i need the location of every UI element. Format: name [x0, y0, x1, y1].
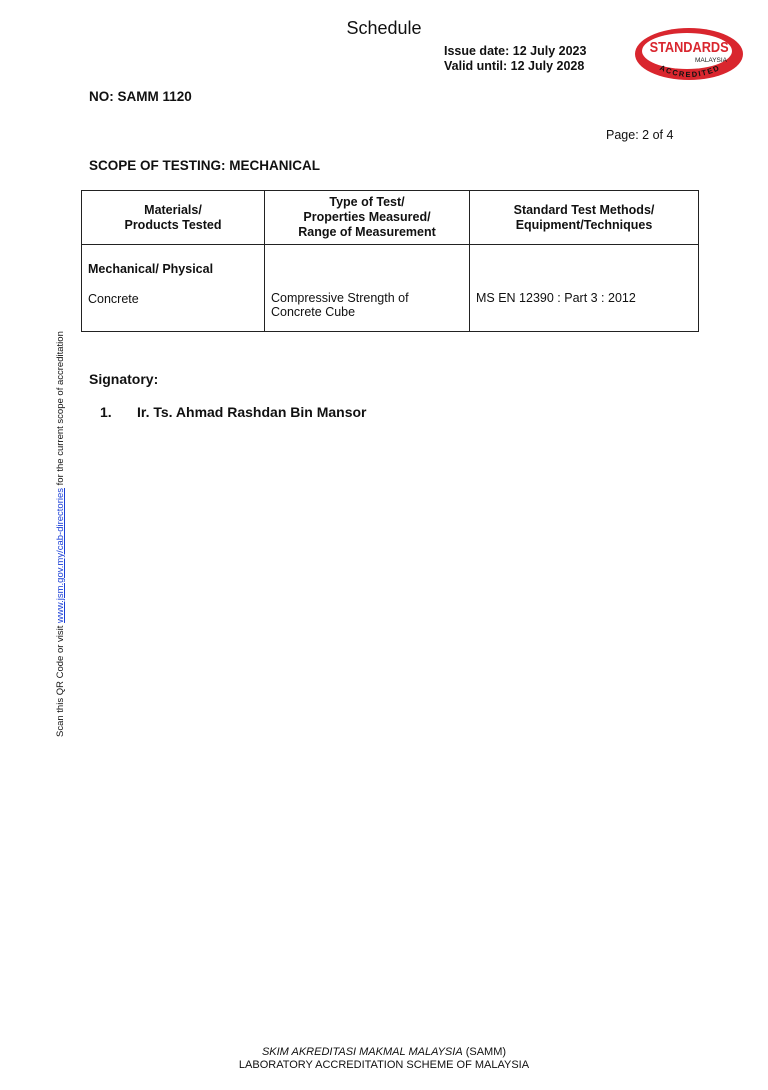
svg-text:MALAYSIA: MALAYSIA — [694, 57, 728, 64]
header-materials: Materials/ Products Tested — [82, 191, 265, 245]
header-type-of-test: Type of Test/ Properties Measured/ Range of Measurement — [265, 191, 470, 245]
footer — [0, 1046, 768, 1072]
page-title: Schedule — [346, 18, 422, 38]
cell-material — [82, 245, 265, 332]
table-header-row — [82, 191, 699, 245]
standards-malaysia-logo — [633, 26, 745, 82]
svg-text:STANDARDS: STANDARDS — [649, 37, 729, 56]
footer-line-1: SKIM AKREDITASI MAKMAL MALAYSIA (SAMM) — [261, 1046, 507, 1058]
category-label: Mechanical/ Physical — [88, 262, 214, 276]
table-row — [82, 245, 699, 332]
signatory-name: Ir. Ts. Ahmad Rashdan Bin Mansor — [137, 404, 367, 420]
accreditation-logo-icon — [633, 26, 745, 82]
header-test-methods: Standard Test Methods/ Equipment/Techniques — [470, 191, 699, 245]
document-number: NO: SAMM 1120 — [89, 89, 192, 104]
scope-table — [81, 190, 699, 332]
scope-verification-note: Scan this QR Code or visit www.jsm.gov.my/cab-directories for the current scope of accreditation — [55, 331, 66, 737]
material-name: Concrete — [88, 292, 139, 306]
test-name: Compressive Strength of Concrete Cube — [271, 291, 409, 319]
signatory-label: Signatory: — [89, 371, 159, 387]
signatory-number: 1. — [100, 404, 112, 420]
footer-line-2: LABORATORY ACCREDITATION SCHEME OF MALAYSIA — [238, 1059, 530, 1071]
cell-test — [265, 245, 470, 332]
validity-dates — [444, 44, 586, 74]
page-number: Page: 2 of 4 — [606, 128, 674, 142]
valid-until: Valid until: 12 July 2028 — [444, 59, 585, 73]
issue-date: Issue date: 12 July 2023 — [444, 44, 587, 58]
method-name: MS EN 12390 : Part 3 : 2012 — [476, 291, 636, 305]
cell-method — [470, 245, 699, 332]
signatory-item — [100, 404, 366, 420]
svg-text:ACCREDITED: ACCREDITED — [658, 62, 722, 80]
scope-heading: SCOPE OF TESTING: MECHANICAL — [89, 158, 321, 173]
cab-directories-link[interactable]: www.jsm.gov.my/cab-directories — [55, 487, 66, 623]
